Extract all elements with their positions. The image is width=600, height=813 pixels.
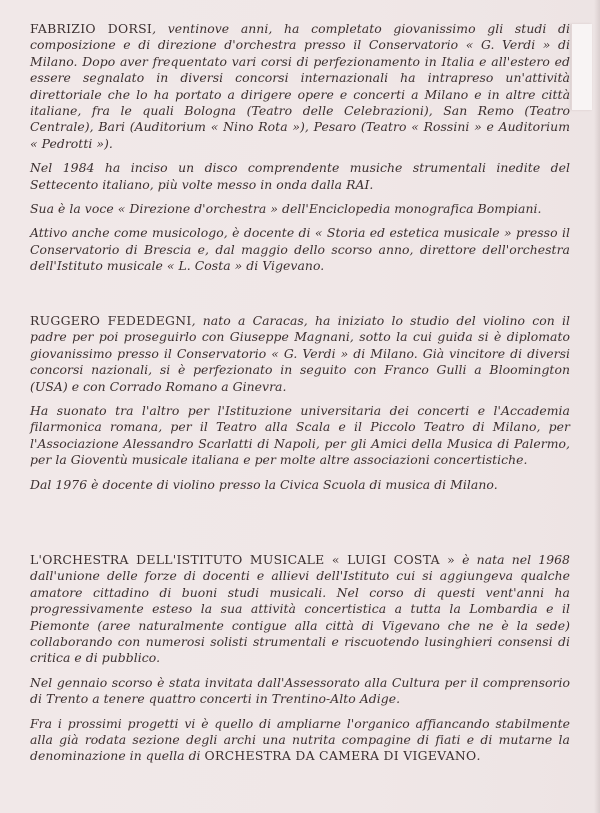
paragraph-end: . xyxy=(476,748,481,764)
orchestra-name: L'ORCHESTRA DELL'ISTITUTO MUSICALE « LUIGI COSTA » xyxy=(30,552,456,567)
bio-paragraph-4: Attivo anche come musicologo, è docente di « Storia ed estetica musicale » presso il Conservatorio di Brescia e, dal maggio dello scorso anno, direttore dell'orchestra dell'Istituto musicale « L. Costa » di Vigevano. xyxy=(30,225,570,274)
page-edge-shadow xyxy=(594,0,600,813)
bio-paragraph-3: Sua è la voce « Direzione d'orchestra » dell'Enciclopedia monografica Bompiani. xyxy=(30,201,542,217)
bio-ruggero-fededegni xyxy=(30,313,570,501)
person-name: FABRIZIO DORSI xyxy=(30,21,153,36)
bio-paragraph-2: Nel gennaio scorso è stata invitata dall'Assessorato alla Cultura per il comprensorio di Trento a tenere quattro concerti in Trentino-Alto Adige. xyxy=(30,674,570,707)
bio-paragraph-2: Ha suonato tra l'altro per l'Istituzione universitaria dei concerti e l'Accademia filarmonica romana, per il Teatro alla Scala e il Piccolo Teatro di Milano, per l'Associazione Alessandro Scarlatti di Napoli, per gli Amici della Musica di Palermo, per la Gioventù musicale italiana e per molte altre associazioni concertistiche. xyxy=(30,403,570,468)
bio-paragraph-1 xyxy=(30,313,570,395)
paragraph-text: , ventinove anni, ha completato giovanissimo gli studi di composizione e di direzione d'orchestra presso il Conservatorio « G. Verdi » di Milano. Dopo aver frequentato vari corsi di perfezionamento in Italia e all'estero ed essere segnalato in diversi concorsi internazionali ha intrapreso un'attività direttoriale che lo ha portato a dirigere opere e concerti a Milano e in altre città italiane, fra le quali Bologna (Teatro delle Celebrazioni), San Remo (Teatro Centrale), Bari (Auditorium « Nino Rota »), Pesaro (Teatro « Rossini » e Auditorium « Pedrotti »). xyxy=(30,21,570,151)
paragraph-text: è nata nel 1968 dall'unione delle forze di docenti e allievi dell'Istituto cui si aggiungeva qualche amatore cittadino di buoni studi musicali. Nel corso di questi vent'anni ha progressivamente esteso la sua attività concertistica a tutta la Lombardia e il Piemonte (aree naturalmente contigue alla città di Vigevano che ne è la sede) collaborando con numerosi solisti strumentali e riscuotendo lusinghieri consensi di critica e di pubblico. xyxy=(30,552,570,666)
bio-paragraph-1 xyxy=(30,552,570,667)
paragraph-text: Fra i prossimi progetti vi è quello di ampliarne l'organico affiancando stabilmente alla già rodata sezione degli archi una nutrita compagine di fiati e di mutarne la denominazione in quella di xyxy=(30,715,570,764)
bio-fabrizio-dorsi xyxy=(30,21,570,283)
bio-orchestra-luigi-costa xyxy=(30,552,570,773)
person-name: RUGGERO FEDEDEGNI xyxy=(30,313,192,328)
page-tab-mark xyxy=(571,24,592,110)
paragraph-text: , nato a Caracas, ha iniziato lo studio del violino con il padre per poi proseguirlo con Giuseppe Magnani, sotto la cui guida si è diplomato giovanissimo presso il Conservatorio « G. Verdi » di Milano. Già vincitore di diversi concorsi nazionali, si è perfezionato in seguito con Franco Gulli a Bloomington (USA) e con Corrado Romano a Ginevra. xyxy=(30,313,570,394)
bio-paragraph-1 xyxy=(30,21,570,152)
bio-paragraph-2: Nel 1984 ha inciso un disco comprendente musiche strumentali inedite del Settecento italiano, più volte messo in onda dalla RAI. xyxy=(30,160,570,192)
bio-paragraph-3: Dal 1976 è docente di violino presso la Civica Scuola di musica di Milano. xyxy=(30,476,498,492)
new-orchestra-name: ORCHESTRA DA CAMERA DI VIGEVANO xyxy=(204,748,477,764)
bio-paragraph-3 xyxy=(30,716,570,765)
